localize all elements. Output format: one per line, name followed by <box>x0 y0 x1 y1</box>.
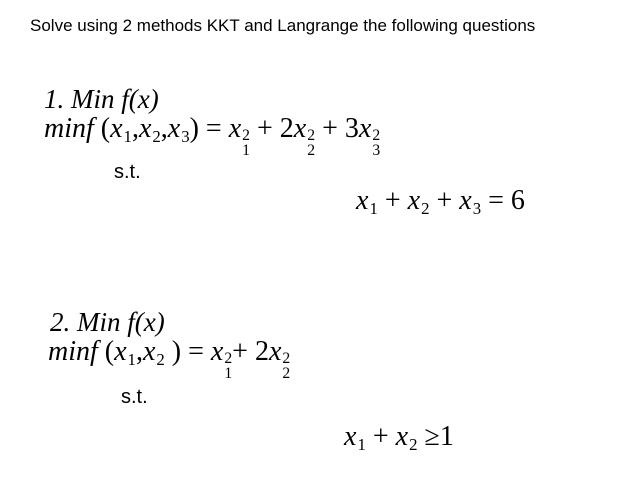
objective-function-name: minf <box>44 113 94 144</box>
arg-1-subscript: 1 <box>123 126 132 146</box>
problem-2-constraint: $x_1 + x_2 \ge 1$ <box>344 421 454 454</box>
term-2-scripts: 2 2 <box>307 127 316 160</box>
problem-1-subject-to: s.t. <box>114 161 141 183</box>
term-2-power: 2 <box>282 350 291 368</box>
term-1-scripts: 2 1 <box>224 350 233 383</box>
objective-function-name: minf <box>48 336 98 367</box>
equals-sign: = <box>205 113 222 144</box>
term-3-power: 2 <box>372 127 381 145</box>
equals-sign: = <box>188 336 204 367</box>
constraint-operator: = <box>488 185 504 216</box>
term-2-coef: 2 <box>254 336 269 367</box>
constraint-operator: ≥ <box>424 421 440 452</box>
constraint-rhs: 6 <box>510 185 525 216</box>
problem-2-subject-to: s.t. <box>121 386 148 408</box>
term-2-scripts: 2 2 <box>282 350 291 383</box>
term-1-power: 2 <box>224 350 233 368</box>
term-3-scripts: 2 3 <box>372 127 381 160</box>
constraint-rhs: 1 <box>439 421 454 452</box>
term-2-coef: 2 <box>279 113 294 144</box>
problem-1-constraint: $x_1 + x_2 + x_3 = 6$ <box>356 185 525 218</box>
problem-1-objective: minf $(x_1,x_2,x_3) = x$ 2 1 + 2x 2 2 + 3x 2 3 <box>44 113 381 160</box>
page-heading: Solve using 2 methods KKT and Langrange the following questions <box>30 16 536 35</box>
problem-2-objective: minf ($x_1,x_2$ ) = x 2 1 + 2x 2 2 <box>48 336 291 383</box>
arg-2-subscript: 2 <box>152 126 161 146</box>
term-2-power: 2 <box>307 127 316 145</box>
problem-2-title: 2. Min f(x) <box>50 307 165 337</box>
term-1-scripts: 2 1 <box>242 127 250 160</box>
arg-3-subscript: 3 <box>181 126 190 146</box>
term-3-coef: 3 <box>344 113 359 144</box>
problem-1-title: 1. Min f(x) <box>44 84 159 114</box>
term-1-power: 2 <box>242 127 250 145</box>
